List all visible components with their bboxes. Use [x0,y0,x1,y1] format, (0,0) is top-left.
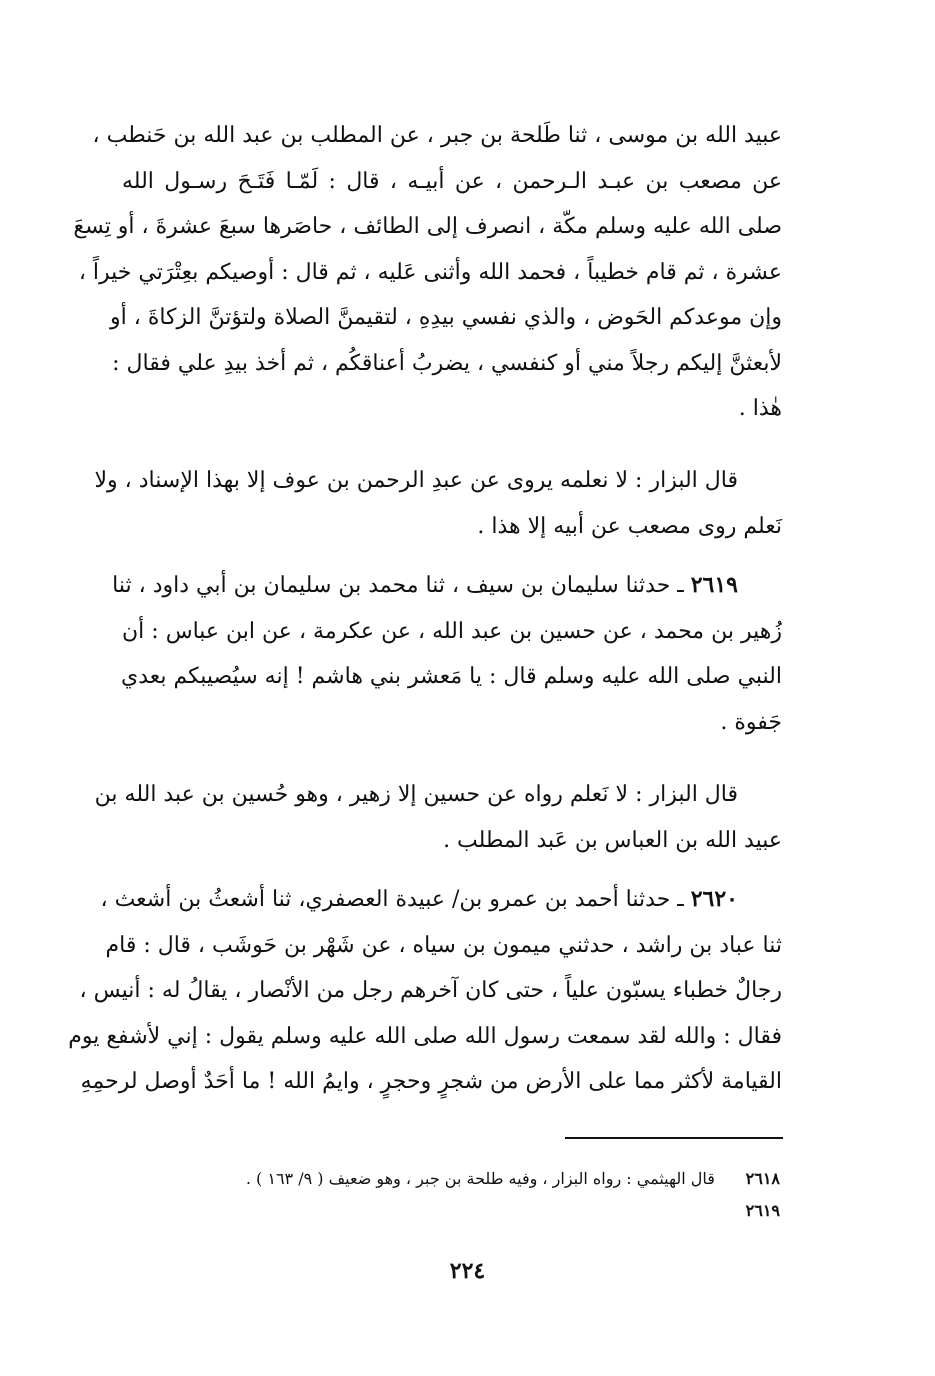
footnote-number: ٢٦١٩ [745,1201,780,1220]
paragraph-bazzar-comment-2 [94,772,782,863]
paragraph-bazzar-comment-1 [94,458,782,549]
text-line: لأبعثنَّ إليكم رجلاً مني أو كنفسي ، يضربُ أعناقكُم ، ثم أخذ بيدِ علي فقال : [112,350,782,376]
footnotes [180,1163,780,1227]
footnote-text: قال الهيثمي : رواه البزار ، وفيه طلحة بن جبر ، وهو ضعيف ( ٩/ ١٦٣ ) . [245,1169,715,1188]
text-line: عبيد الله بن موسى ، ثنا طَلحة بن جبر ، عن المطلب بن عبد الله بن حَنطب ، [92,123,782,148]
footnote-item [180,1195,780,1227]
entry-number: ٢٦٢٠ [690,886,738,912]
text-line: زُهير بن محمد ، عن حسين بن عبد الله ، عن عكرمة ، عن ابن عباس : أن [122,618,782,644]
text-line: ثنا عباد بن راشد ، حدثني ميمون بن سياه ، عن شَهْر بن حَوشَب ، قال : قام [105,932,782,958]
text-line [112,563,782,609]
text-line: قال البزار : لا نعلمه يروى عن عبدِ الرحمن بن عوف إلا بهذا الإسناد ، ولا [94,468,738,493]
text-line [100,877,782,923]
footnote-item [180,1163,780,1195]
footnote-number: ٢٦١٨ [745,1169,780,1188]
text-line: قال البزار : لا نَعلم رواه عن حسين إلا زهير ، وهو حُسين بن عبد الله بن [94,782,738,807]
paragraph-hadith-2619 [112,563,782,745]
entry-number: ٢٦١٩ [690,572,738,598]
text-line: النبي صلى الله عليه وسلم قال : يا مَعشر بني هاشم ! إنه سيُصيبكم بعدي [120,664,782,689]
text-line: صلى الله عليه وسلم مكّة ، انصرف إلى الطائف ، حاصَرها سبعَ عشرةَ ، أو تِسعَ [73,214,782,239]
text-line: القيامة لأكثر مما على الأرض من شجرٍ وحجرٍ ، وايمُ الله ! ما أحَدٌ أوصل لرحمِهِ [80,1069,782,1094]
text-line: وإن موعدكم الحَوض ، والذي نفسي بيدِهِ ، لتقيمنَّ الصلاة ولتؤتنَّ الزكاةَ ، أو [110,305,782,330]
text-line: عبيد الله بن العباس بن عَبد المطلب . [443,827,782,853]
paragraph-hadith-2618-continued [73,113,782,432]
paragraph-hadith-2620 [68,877,782,1105]
text-line: هٰذا . [738,396,782,421]
footnote-divider [565,1137,783,1139]
text-line-content: ـ حدثنا أحمد بن عمرو بن/ عبيدة العصفري، ثنا أشعثُ بن أشعث ، [100,887,684,912]
text-line: عن مصعب بن عبـد الـرحمن ، عن أبيـه ، قال : لَمّـا فَتَـحَ رسـول الله [122,168,782,194]
text-line: جَفوة . [720,709,782,735]
text-line: فقال : والله لقد سمعت رسول الله صلى الله عليه وسلم يقول : إني لأشفع يوم [68,1023,782,1049]
page-number: ٢٢٤ [449,1258,486,1284]
text-line: رجالٌ خطباء يسبّون علياً ، حتى كان آخرهم رجل من الأنْصار ، يقالُ له : أنيس ، [79,978,782,1003]
text-line-content: ـ حدثنا سليمان بن سيف ، ثنا محمد بن سليمان بن أبي داود ، ثنا [112,573,684,598]
text-line: عشرة ، ثم قام خطيباً ، فحمد الله وأثنى عَليه ، ثم قال : أوصيكم بعِتْرَتي خيراً ، [78,259,782,285]
text-line: نَعلم روى مصعب عن أبيه إلا هذا . [477,513,782,539]
